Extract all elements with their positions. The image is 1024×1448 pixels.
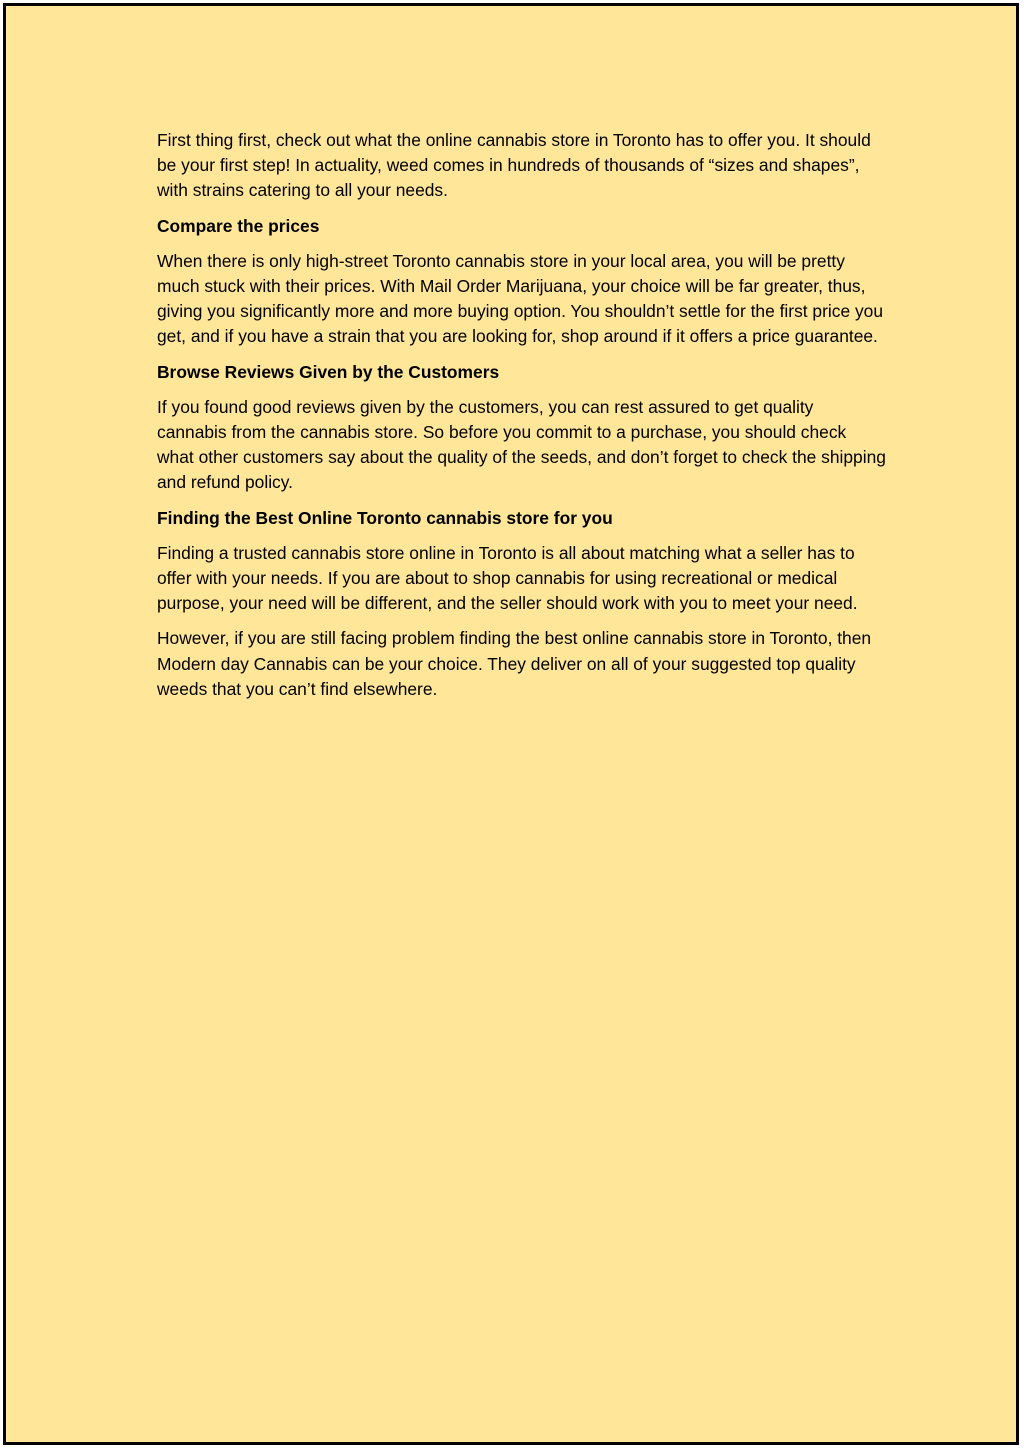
section-heading-finding-best-store: Finding the Best Online Toronto cannabis store for you <box>157 507 613 528</box>
section-heading-browse-reviews: Browse Reviews Given by the Customers <box>157 361 500 382</box>
document-page <box>3 3 1019 1445</box>
section-heading-compare-prices: Compare the prices <box>157 215 320 236</box>
compare-prices-paragraph: When there is only high-street Toronto cannabis store in your local area, you will be pretty much stuck with their prices. With Mail Order Marijuana, your choice will be far greater, thus, giving you significantly more and more buying option. You shouldn’t settle for the first price you get, and if you have a strain that you are looking for, shop around if it offers a price guarantee. <box>157 250 883 347</box>
finding-best-store-paragraph: Finding a trusted cannabis store online in Toronto is all about matching what a seller has to offer with your needs. If you are about to shop cannabis for using recreational or medical purpose, your need will be different, and the seller should work with you to meet your need. <box>157 542 858 614</box>
document-content <box>157 128 887 712</box>
closing-paragraph: However, if you are still facing problem finding the best online cannabis store in Toronto, then Modern day Cannabis can be your choice. They deliver on all of your suggested top quality weeds that you can’t find elsewhere. <box>157 628 872 699</box>
browse-reviews-paragraph: If you found good reviews given by the customers, you can rest assured to get quality cannabis from the cannabis store. So before you commit to a purchase, you should check what other customers say about the quality of the seeds, and don’t forget to check the shipping and refund policy. <box>157 396 886 493</box>
intro-paragraph: First thing first, check out what the online cannabis store in Toronto has to offer you. It should be your first step! In actuality, weed comes in hundreds of thousands of “sizes and shapes”, with strains catering to all your needs. <box>157 130 871 201</box>
